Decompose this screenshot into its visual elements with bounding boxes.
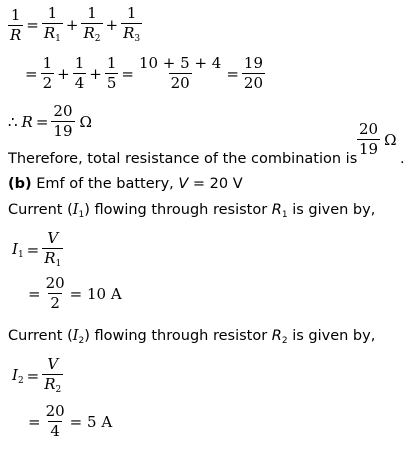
i2-result: = 5 A (69, 412, 113, 431)
conclusion-period: . (400, 151, 405, 167)
fraction-one-over-r2: $\frac{1}{R_2}$ (83, 4, 101, 44)
conclusion-line: Therefore, total resistance of the combination is (8, 151, 358, 167)
therefore-symbol: ∴ (8, 112, 18, 131)
plus-sign: + (65, 16, 79, 34)
fraction-fifth: $\frac{1}{5}$ (106, 54, 117, 92)
current-i1-line: Current $(I_1)$ flowing through resistor $R_1$ is given by, (8, 202, 376, 220)
i1-result: = 10 A (69, 284, 122, 303)
current-i2-line: Current $(I_2)$ flowing through resistor $R_2$ is given by, (8, 328, 376, 346)
fraction-common-denominator: $\frac{10 + 5 + 4}{20}$ (138, 54, 222, 92)
fraction-quarter: $\frac{1}{4}$ (74, 54, 85, 92)
fraction-result: $\frac{19}{20}$ (243, 54, 264, 92)
equals-sign: = (25, 64, 38, 83)
plus-sign: + (89, 64, 102, 83)
equation-i2: $I_2$ = $\frac{V}{R_2}$ (12, 355, 62, 395)
equals-sign: = (121, 64, 134, 83)
fraction-one-over-r: $\frac{1}{R}$ (10, 5, 22, 44)
fraction-one-over-r3: $\frac{1}{R_3}$ (123, 4, 141, 44)
equation-numeric-sum (22, 56, 265, 91)
fraction-v-over-r1: $\frac{V}{R_1}$ (44, 229, 62, 269)
fraction-twenty-over-two: $\frac{20}{2}$ (45, 274, 65, 312)
equation-i1-value: = $\frac{20}{2}$ = 10 A (28, 274, 122, 312)
equals-sign: = (26, 16, 39, 34)
conclusion-fraction: $\frac{20}{19}$ Ω (359, 120, 397, 158)
plus-sign: + (105, 16, 119, 34)
equation-i2-value: = $\frac{20}{4}$ = 5 A (28, 402, 113, 440)
equation-reciprocal-resistance (8, 6, 142, 44)
ohm-unit: Ω (79, 112, 92, 131)
fraction-one-over-r1: $\frac{1}{R_1}$ (43, 4, 61, 44)
fraction-half: $\frac{1}{2}$ (42, 54, 53, 92)
equation-total-resistance: ∴ R = $\frac{20}{19}$ Ω (8, 102, 92, 140)
fraction-twenty-over-four: $\frac{20}{4}$ (45, 402, 65, 440)
plus-sign: + (57, 64, 70, 83)
fraction-v-over-r2: $\frac{V}{R_2}$ (44, 355, 62, 395)
part-b-heading: (b) Emf of the battery, V = 20 V (8, 176, 243, 192)
fraction-twenty-over-nineteen: $\frac{20}{19}$ (53, 102, 73, 140)
equals-sign: = (226, 64, 239, 83)
equation-i1: $I_1$ = $\frac{V}{R_1}$ (12, 229, 62, 269)
